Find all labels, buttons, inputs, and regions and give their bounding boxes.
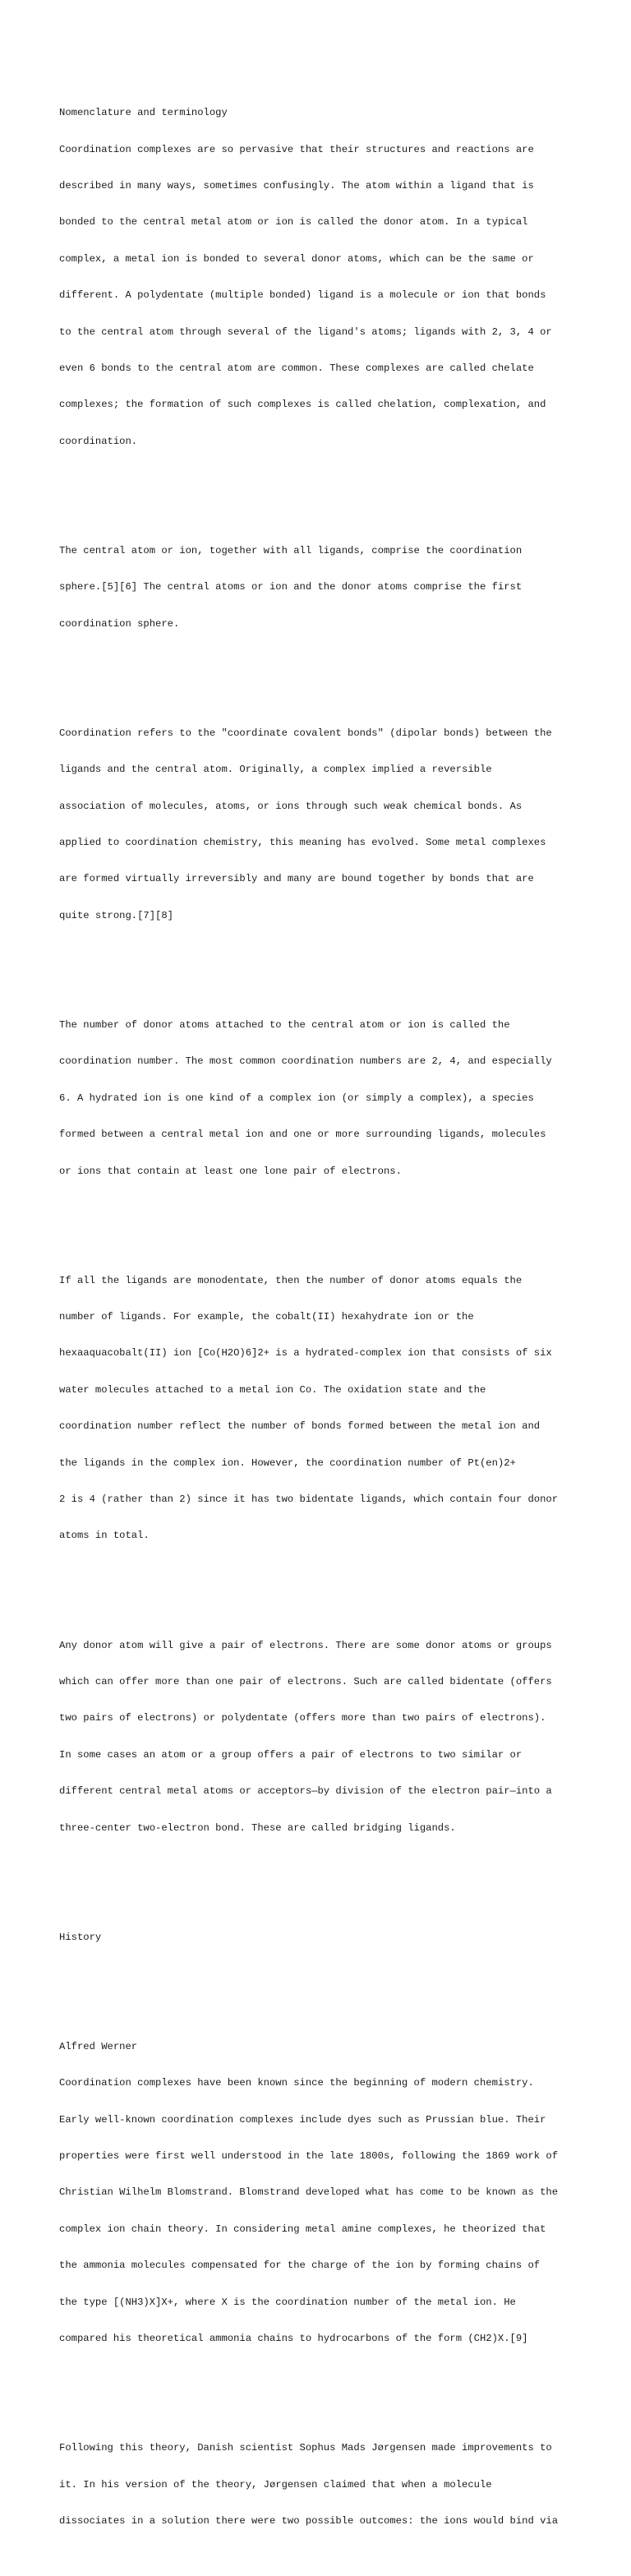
text-line: Coordination complexes are so pervasive that their structures and reactions are xyxy=(59,143,534,155)
text-line: association of molecules, atoms, or ions through such weak chemical bonds. As xyxy=(59,800,523,812)
text-line: coordination number. The most common coordination numbers are 2, 4, and especially xyxy=(59,1055,552,1068)
text-line: Coordination refers to the "coordinate covalent bonds" (dipolar bonds) between the xyxy=(59,727,552,739)
section-heading-nomenclature: Nomenclature and terminology xyxy=(59,107,228,119)
text-line: Any donor atom will give a pair of electrons. There are some donor atoms or groups xyxy=(59,1639,552,1651)
section-heading-alfred-werner: Alfred Werner xyxy=(59,2040,138,2052)
text-line: applied to coordination chemistry, this meaning has evolved. Some metal complexes xyxy=(59,837,546,848)
text-line: dissociates in a solution there were two possible outcomes: the ions would bind via xyxy=(59,2514,559,2527)
text-line: atoms in total. xyxy=(59,1530,150,1542)
text-line: sphere.[5][6] The central atoms or ion and the donor atoms comprise the first xyxy=(59,581,523,593)
text-line: Coordination complexes have been known since the beginning of modern chemistry. xyxy=(59,2077,534,2089)
text-line: Christian Wilhelm Blomstrand. Blomstrand developed what has come to be known as the xyxy=(59,2186,559,2199)
text-line: properties were first well understood in the late 1800s, following the 1869 work of xyxy=(59,2150,559,2163)
paragraph-donor-atoms xyxy=(59,1615,577,1858)
text-line: the ammonia molecules compensated for the charge of the ion by forming chains of xyxy=(59,2260,541,2272)
document-body xyxy=(59,58,577,2576)
text-line: which can offer more than one pair of electrons. Such are called bidentate (offers xyxy=(59,1675,552,1687)
text-line: Following this theory, Danish scientist Sophus Mads Jørgensen made improvements to xyxy=(59,2442,552,2454)
paragraph-alfred-werner xyxy=(59,2016,577,2369)
text-line: complexes; the formation of such complexes is called chelation, complexation, and xyxy=(59,399,546,411)
text-line: or ions that contain at least one lone pair of electrons. xyxy=(59,1165,402,1177)
text-line: The central atom or ion, together with all ligands, comprise the coordination xyxy=(59,544,523,556)
paragraph-nomenclature xyxy=(59,83,577,473)
text-line: bonded to the central metal atom or ion is called the donor atom. In a typical xyxy=(59,216,528,229)
text-line: water molecules attached to a metal ion Co. The oxidation state and the xyxy=(59,1383,486,1396)
text-line: The number of donor atoms attached to the central atom or ion is called the xyxy=(59,1018,510,1031)
text-line: to the central atom through several of the ligand's atoms; ligands with 2, 3, 4 or xyxy=(59,325,552,338)
text-line: In some cases an atom or a group offers a pair of electrons to two similar or xyxy=(59,1748,523,1761)
text-line: If all the ligands are monodentate, then the number of donor atoms equals the xyxy=(59,1274,523,1286)
text-line: Early well-known coordination complexes include dyes such as Prussian blue. Their xyxy=(59,2113,546,2126)
text-line: three-center two-electron bond. These are called bridging ligands. xyxy=(59,1821,456,1834)
text-line: different central metal atoms or acceptors—by division of the electron pair—into a xyxy=(59,1785,552,1798)
text-line: ligands and the central atom. Originally, a complex implied a reversible xyxy=(59,764,492,776)
text-line: are formed virtually irreversibly and many are bound together by bonds that are xyxy=(59,873,534,885)
text-line: compared his theoretical ammonia chains to hydrocarbons of the form (CH2)X.[9] xyxy=(59,2333,528,2345)
text-line: described in many ways, sometimes confusingly. The atom within a ligand that is xyxy=(59,179,534,192)
text-line: complex, a metal ion is bonded to several donor atoms, which can be the same or xyxy=(59,252,534,265)
text-line: quite strong.[7][8] xyxy=(59,909,173,921)
text-line: even 6 bonds to the central atom are common. These complexes are called chelate xyxy=(59,362,534,374)
text-line: 6. A hydrated ion is one kind of a complex ion (or simply a complex), a species xyxy=(59,1092,534,1104)
text-line: coordination. xyxy=(59,435,138,447)
text-line: complex ion chain theory. In considering metal amine complexes, he theorized that xyxy=(59,2223,546,2235)
paragraph-coordination-number xyxy=(59,995,577,1202)
text-line: number of ligands. For example, the cobalt(II) hexahydrate ion or the xyxy=(59,1311,474,1323)
text-line: coordination sphere. xyxy=(59,617,180,630)
text-line: two pairs of electrons) or polydentate (offers more than two pairs of electrons). xyxy=(59,1712,546,1724)
paragraph-coordination-sphere xyxy=(59,520,577,654)
text-line: hexaaquacobalt(II) ion [Co(H2O)6]2+ is a hydrated-complex ion that consists of six xyxy=(59,1347,552,1360)
text-line: it. In his version of the theory, Jørgensen claimed that when a molecule xyxy=(59,2478,492,2491)
section-heading-history: History xyxy=(59,1931,102,1943)
text-line: the ligands in the complex ion. However, the coordination number of Pt(en)2+ xyxy=(59,1457,516,1469)
text-line: formed between a central metal ion and one or more surrounding ligands, molecules xyxy=(59,1129,546,1141)
paragraph-monodentate xyxy=(59,1250,577,1567)
paragraph-jorgensen xyxy=(59,2418,577,2552)
paragraph-coordination-bonds xyxy=(59,703,577,946)
paragraph-history-heading xyxy=(59,1907,577,1968)
text-line: coordination number reflect the number of bonds formed between the metal ion and xyxy=(59,1420,541,1433)
text-line: different. A polydentate (multiple bonded) ligand is a molecule or ion that bonds xyxy=(59,289,546,302)
text-line: 2 is 4 (rather than 2) since it has two bidentate ligands, which contain four donor xyxy=(59,1493,559,1506)
text-line: the type [(NH3)X]X+, where X is the coordination number of the metal ion. He xyxy=(59,2296,516,2308)
